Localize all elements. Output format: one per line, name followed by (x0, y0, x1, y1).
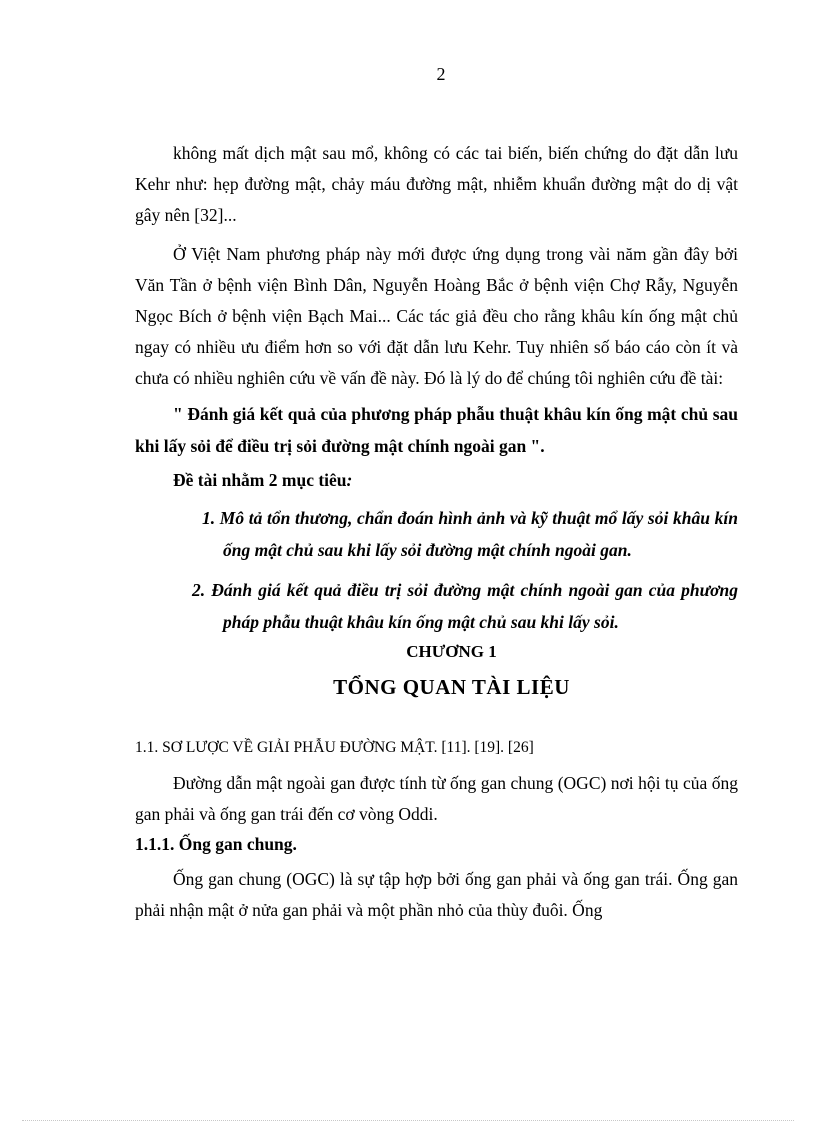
goals-heading-colon: : (346, 470, 353, 490)
chapter-title: TỔNG QUAN TÀI LIỆU (333, 675, 570, 699)
document-body (135, 138, 738, 934)
subsection-heading: 1.1.1. Ống gan chung. (135, 834, 297, 854)
page-bottom-divider (22, 1120, 794, 1121)
chapter-number: CHƯƠNG 1 (406, 642, 497, 661)
paragraph-intro: không mất dịch mật sau mổ, không có các tai biến, biến chứng do đặt dẫn lưu Kehr như: hẹp đường mật, chảy máu đường mật, nhiễm khuẩn đường mật do dị vật gây nên [32]... (135, 143, 738, 225)
goals-heading-text: Đề tài nhằm 2 mục tiêu (173, 470, 347, 490)
goal-item-1: 1. Mô tả tổn thương, chẩn đoán hình ảnh và kỹ thuật mổ lấy sỏi khâu kín ống mật chủ sau khi lấy sỏi đường mật chính ngoài gan. (202, 508, 738, 560)
paragraph-bile-duct-definition: Đường dẫn mật ngoài gan được tính từ ống gan chung (OGC) nơi hội tụ của ống gan phải và ống gan trái đến cơ vòng Oddi. (135, 773, 738, 824)
goal-item-2: 2. Đánh giá kết quả điều trị sỏi đường mật chính ngoài gan của phương pháp phẫu thuật khâu kín ống mật chủ sau khi lấy sỏi. (192, 580, 738, 632)
paragraph-vietnam-context: Ở Việt Nam phương pháp này mới được ứng dụng trong vài năm gần đây bởi Văn Tần ở bệnh viện Bình Dân, Nguyễn Hoàng Bắc ở bệnh viện Chợ Rẫy, Nguyễn Ngọc Bích ở bệnh viện Bạch Mai... Các tác giả đều cho rằng khâu kín ống mật chủ ngay có nhiều ưu điểm hơn so với đặt dẫn lưu Kehr. Tuy nhiên số báo cáo còn ít và chưa có nhiều nghiên cứu về vấn đề này. Đó là lý do để chúng tôi nghiên cứu đề tài: (135, 244, 738, 388)
paragraph-common-hepatic-duct: Ống gan chung (OGC) là sự tập hợp bởi ống gan phải và ống gan trái. Ống gan phải nhận mật ở nửa gan phải và một phần nhỏ của thùy đuôi. Ống (135, 869, 738, 920)
thesis-title: " Đánh giá kết quả của phương pháp phẫu thuật khâu kín ống mật chủ sau khi lấy sỏi để điều trị sỏi đường mật chính ngoài gan ". (135, 404, 738, 456)
section-heading: 1.1. SƠ LƯỢC VỀ GIẢI PHẪU ĐƯỜNG MẬT. [11]. [19]. [26] (135, 739, 534, 756)
goals-heading (135, 466, 738, 494)
page-number: 2 (436, 64, 446, 84)
